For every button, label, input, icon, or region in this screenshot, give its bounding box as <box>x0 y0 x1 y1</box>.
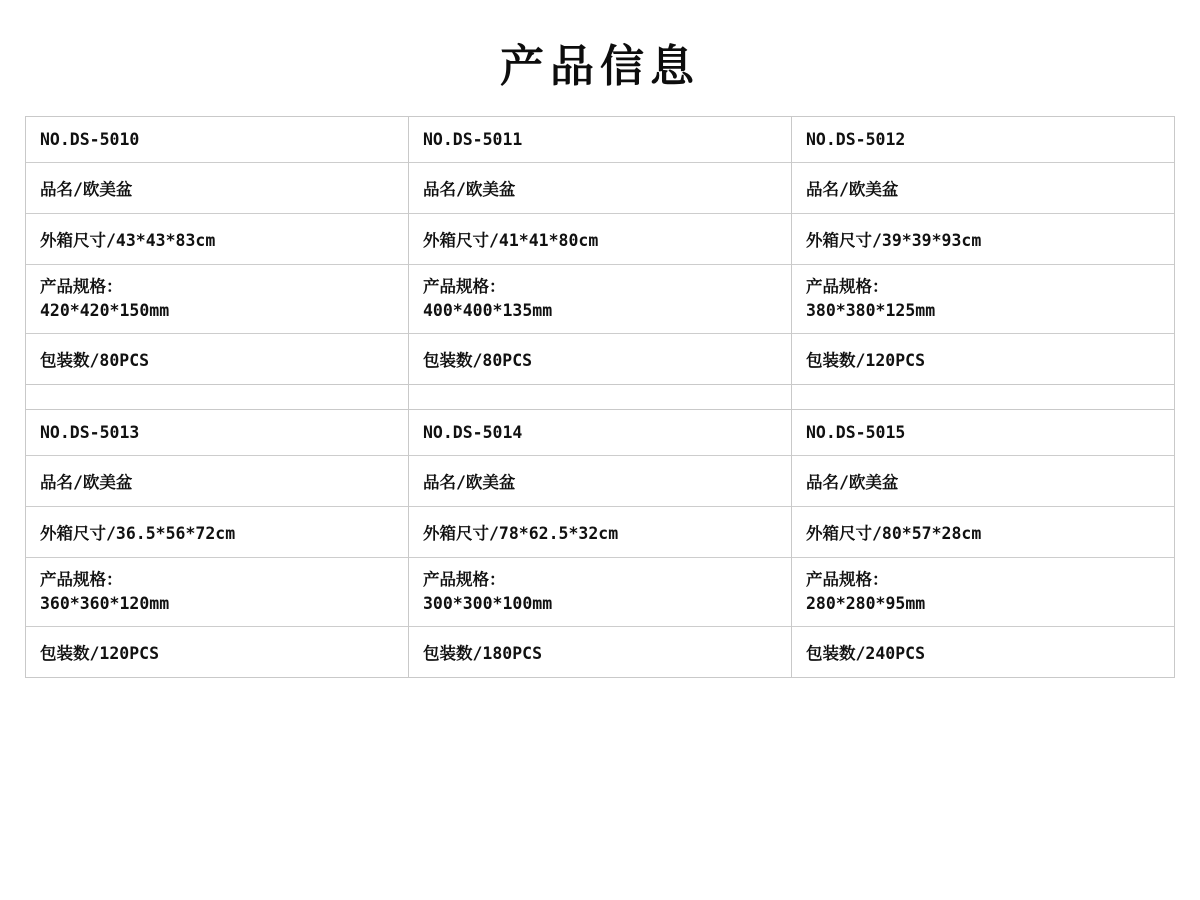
product-no: NO.DS-5014 <box>409 410 791 456</box>
product-carton-size: 外箱尺寸/43*43*83cm <box>26 214 408 265</box>
spacer-cell <box>409 384 792 409</box>
table-row <box>26 117 1175 385</box>
product-spec-label: 产品规格： <box>40 569 123 589</box>
product-cell <box>792 409 1175 677</box>
product-name: 品名/欧美盆 <box>409 163 791 214</box>
product-name: 品名/欧美盆 <box>792 456 1174 507</box>
product-spec <box>26 265 408 334</box>
product-pack-qty: 包装数/120PCS <box>806 350 926 370</box>
product-spec-label: 产品规格： <box>806 569 889 589</box>
product-spec-value: 280*280*95mm <box>806 593 926 613</box>
product-spec-label: 产品规格： <box>423 569 506 589</box>
page-title: 产品信息 <box>500 41 700 92</box>
product-no: NO.DS-5015 <box>792 410 1174 456</box>
table-spacer-row <box>26 384 1175 409</box>
product-spec-value: 400*400*135mm <box>423 300 553 320</box>
product-card-2 <box>792 117 1174 384</box>
product-pack-qty: 包装数/240PCS <box>806 643 926 663</box>
product-name: 品名/欧美盆 <box>792 163 1174 214</box>
product-name: 品名/欧美盆 <box>409 456 791 507</box>
product-spec-label: 产品规格： <box>806 277 889 296</box>
product-cell <box>26 117 409 385</box>
product-spec <box>26 558 408 627</box>
product-cell <box>409 409 792 677</box>
product-pack-qty: 包装数/180PCS <box>423 643 543 663</box>
product-carton-size: 外箱尺寸/39*39*93cm <box>792 214 1174 265</box>
product-carton-size: 外箱尺寸/41*41*80cm <box>409 214 791 265</box>
product-spec-label: 产品规格： <box>423 277 506 296</box>
product-pack-qty: 包装数/120PCS <box>40 643 160 663</box>
product-spec <box>409 265 791 334</box>
product-spec-table <box>25 116 1175 678</box>
spacer-cell <box>792 384 1175 409</box>
product-carton-size: 外箱尺寸/80*57*28cm <box>792 507 1174 558</box>
product-no: NO.DS-5013 <box>26 410 408 456</box>
product-carton-size: 外箱尺寸/78*62.5*32cm <box>409 507 791 558</box>
product-name: 品名/欧美盆 <box>26 163 408 214</box>
product-name: 品名/欧美盆 <box>26 456 408 507</box>
product-spec-label: 产品规格： <box>40 277 123 296</box>
spacer-cell <box>26 384 409 409</box>
product-spec <box>792 558 1174 627</box>
product-pack-qty: 包装数/80PCS <box>423 350 533 370</box>
product-spec-value: 360*360*120mm <box>40 593 170 613</box>
product-cell <box>409 117 792 385</box>
product-card-1 <box>409 117 791 384</box>
product-spec-value: 300*300*100mm <box>423 593 553 613</box>
product-spec <box>409 558 791 627</box>
product-card-5 <box>792 410 1174 677</box>
product-pack-qty: 包装数/80PCS <box>40 350 150 370</box>
product-cell <box>26 409 409 677</box>
product-carton-size: 外箱尺寸/36.5*56*72cm <box>26 507 408 558</box>
product-card-0 <box>26 117 408 384</box>
product-no: NO.DS-5010 <box>26 117 408 163</box>
product-no: NO.DS-5012 <box>792 117 1174 163</box>
product-spec-value: 380*380*125mm <box>806 300 936 320</box>
product-cell <box>792 117 1175 385</box>
product-card-4 <box>409 410 791 677</box>
product-no: NO.DS-5011 <box>409 117 791 163</box>
product-spec-value: 420*420*150mm <box>40 300 170 320</box>
table-row <box>26 409 1175 677</box>
product-card-3 <box>26 410 408 677</box>
product-spec <box>792 265 1174 334</box>
